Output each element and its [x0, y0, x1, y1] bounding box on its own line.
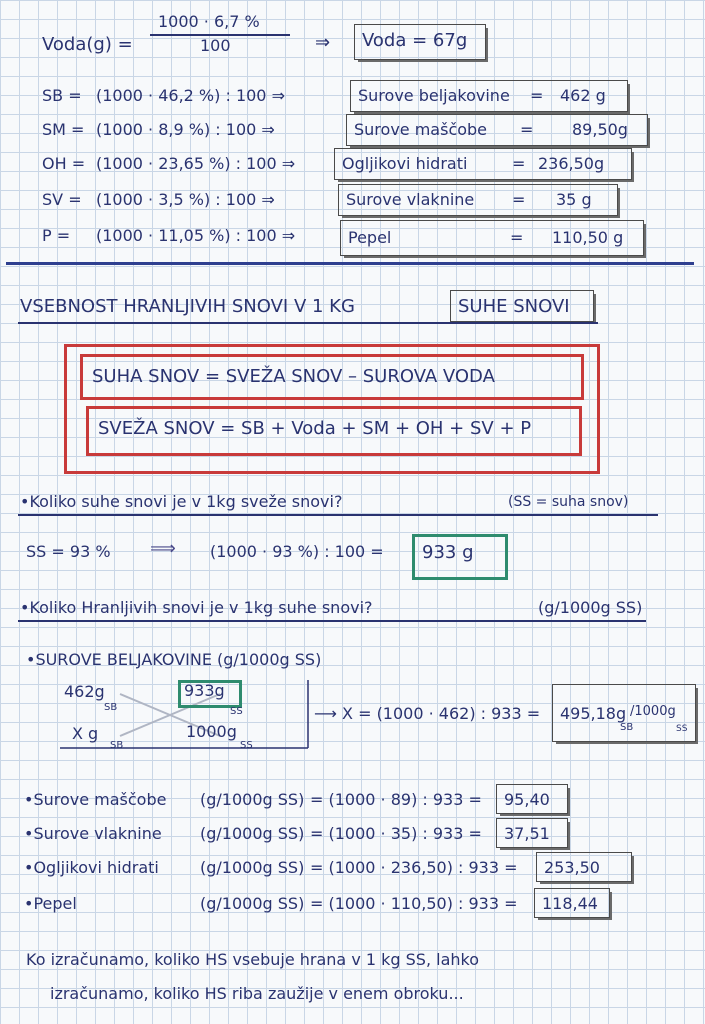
conclusion-line-1: Ko izračunamo, koliko HS vsebuje hrana v 1 kg SS, lahko — [26, 950, 480, 969]
water-denominator: 100 — [200, 36, 231, 55]
protein-title: •SUROVE BELJAKOVINE (g/1000g SS) — [26, 650, 322, 669]
proportion-bottom-left: X g — [72, 724, 99, 743]
result-value: 118,44 — [542, 894, 598, 913]
component-eq: = — [530, 86, 544, 105]
proportion-bottom-right-sub: SS — [240, 740, 253, 751]
component-eq: = — [512, 154, 526, 173]
protein-formula: ⟶ X = (1000 · 462) : 933 = — [314, 704, 541, 723]
component-name: Pepel — [348, 228, 392, 247]
component-abbr: SB = — [42, 86, 82, 105]
result-label: •Pepel — [24, 894, 77, 913]
water-label: Voda(g) = — [42, 34, 133, 55]
water-arrow: ⇒ — [315, 32, 331, 53]
component-name: Surove maščobe — [354, 120, 488, 139]
section-title-box-label: SUHE SNOVI — [458, 296, 570, 317]
component-abbr: SV = — [42, 190, 82, 209]
section-divider — [6, 262, 694, 265]
component-formula: (1000 · 3,5 %) : 100 ⇒ — [96, 190, 275, 209]
question-2-underline — [18, 620, 646, 622]
protein-answer-sub: SB — [620, 722, 634, 733]
conclusion-line-2: izračunamo, koliko HS riba zaužije v enem obroku... — [50, 984, 464, 1003]
result-unit: (g/1000g SS) — [200, 894, 305, 913]
protein-answer-unit: /1000g — [630, 704, 676, 719]
question-2-unit: (g/1000g SS) — [538, 598, 643, 617]
proportion-bottom-right: 1000g — [186, 722, 237, 741]
q1-arrow: ⟹ — [150, 538, 176, 559]
component-value: 35 g — [556, 190, 592, 209]
question-1-note: (SS = suha snov) — [508, 494, 629, 510]
protein-answer-unit-sub: SS — [676, 724, 688, 734]
component-formula: (1000 · 46,2 %) : 100 ⇒ — [96, 86, 285, 105]
result-formula: = (1000 · 89) : 933 = — [310, 790, 482, 809]
q1-formula: (1000 · 93 %) : 100 = — [210, 542, 384, 561]
result-formula: = (1000 · 110,50) : 933 = — [310, 894, 518, 913]
result-unit: (g/1000g SS) — [200, 858, 305, 877]
result-formula: = (1000 · 236,50) : 933 = — [310, 858, 518, 877]
proportion-top-right-sub: SS — [230, 706, 243, 717]
proportion-bottom-left-sub: SB — [110, 740, 124, 751]
protein-answer: 495,18g — [560, 704, 627, 723]
q1-answer: 933 g — [422, 542, 474, 563]
component-eq: = — [512, 190, 526, 209]
component-value: 236,50g — [538, 154, 605, 173]
result-value: 95,40 — [504, 790, 550, 809]
component-name: Ogljikovi hidrati — [342, 154, 468, 173]
result-value: 37,51 — [504, 824, 550, 843]
component-value: 89,50g — [572, 120, 628, 139]
q1-lhs: SS = 93 % — [26, 542, 111, 561]
question-1: •Koliko suhe snovi je v 1kg sveže snovi? — [20, 492, 343, 511]
component-abbr: P = — [42, 226, 71, 245]
component-eq: = — [510, 228, 524, 247]
component-name: Surove vlaknine — [346, 190, 475, 209]
component-eq: = — [520, 120, 534, 139]
question-2: •Koliko Hranljivih snovi je v 1kg suhe snovi? — [20, 598, 373, 617]
section-title: VSEBNOST HRANLJIVIH SNOVI V 1 KG — [20, 296, 355, 317]
result-value: 253,50 — [544, 858, 600, 877]
component-formula: (1000 · 23,65 %) : 100 ⇒ — [96, 154, 296, 173]
component-value: 462 g — [560, 86, 606, 105]
component-formula: (1000 · 11,05 %) : 100 ⇒ — [96, 226, 296, 245]
question-1-underline — [18, 514, 658, 516]
result-label: •Surove maščobe — [24, 790, 167, 809]
component-value: 110,50 g — [552, 228, 624, 247]
component-name: Surove beljakovine — [358, 86, 510, 105]
result-unit: (g/1000g SS) — [200, 790, 305, 809]
proportion-top-left: 462g — [64, 682, 105, 701]
result-formula: = (1000 · 35) : 933 = — [310, 824, 482, 843]
component-formula: (1000 · 8,9 %) : 100 ⇒ — [96, 120, 275, 139]
fresh-matter-definition: SVEŽA SNOV = SB + Voda + SM + OH + SV + P — [98, 418, 532, 439]
proportion-top-left-sub: SB — [104, 702, 118, 713]
proportion-top-right: 933g — [184, 681, 225, 700]
component-abbr: SM = — [42, 120, 85, 139]
section-underline — [18, 322, 598, 324]
water-result: Voda = 67g — [362, 30, 468, 51]
water-numerator: 1000 · 6,7 % — [158, 12, 260, 31]
dry-matter-definition: SUHA SNOV = SVEŽA SNOV – SUROVA VODA — [92, 366, 495, 387]
component-abbr: OH = — [42, 154, 86, 173]
result-label: •Surove vlaknine — [24, 824, 162, 843]
result-label: •Ogljikovi hidrati — [24, 858, 159, 877]
result-unit: (g/1000g SS) — [200, 824, 305, 843]
